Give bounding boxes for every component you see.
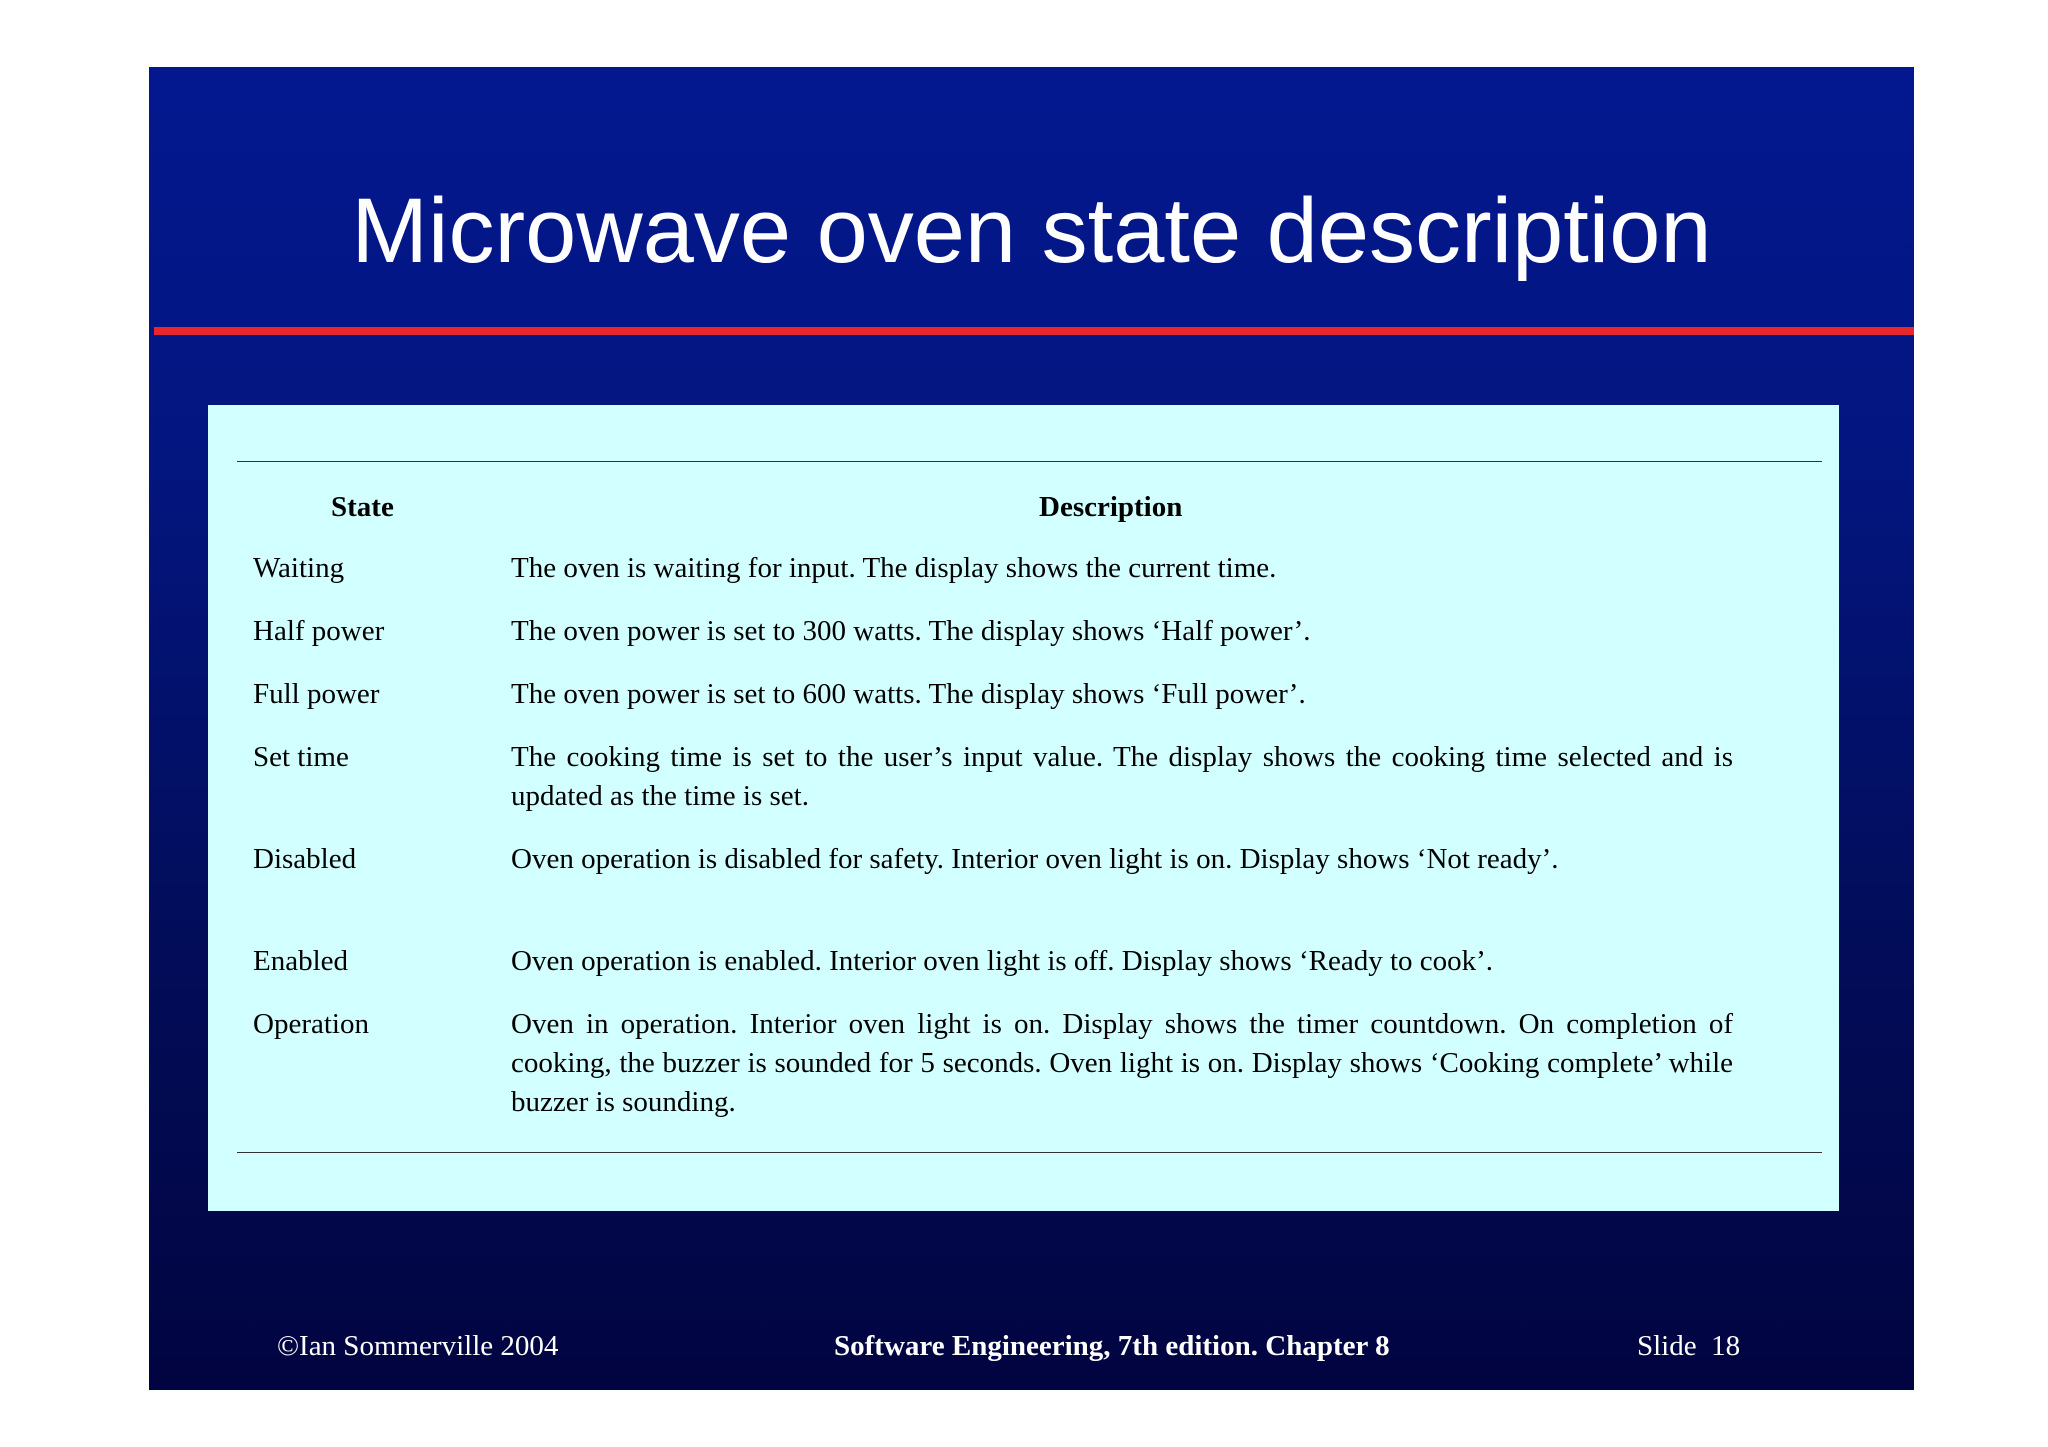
state-cell: Waiting <box>253 552 345 584</box>
slide-title: Microwave oven state description <box>351 180 1712 282</box>
description-cell: The oven power is set to 300 watts. The display shows ‘Half power’. <box>511 615 1311 647</box>
description-cell: Oven operation is disabled for safety. Interior oven light is on. Display shows ‘Not ready’. <box>511 843 1559 875</box>
state-cell: Enabled <box>253 945 349 977</box>
state-cell: Operation <box>253 1008 369 1040</box>
footer-book-title: Software Engineering, 7th edition. Chapter 8 <box>834 1330 1390 1362</box>
state-cell: Half power <box>253 615 385 647</box>
description-cell: Oven in operation. Interior oven light is on. Display shows the timer countdown. On completion of cooking, the buzzer is sounded for 5 seconds. Oven light is on. Display shows ‘Cooking complete’ while buzzer is sounding. <box>511 1008 1733 1118</box>
state-cell: Full power <box>253 678 380 710</box>
table-bottom-rule <box>237 1152 1822 1153</box>
description-cell: The oven power is set to 600 watts. The display shows ‘Full power’. <box>511 678 1306 710</box>
title-underline <box>154 327 1914 335</box>
footer-slide-number: Slide 18 <box>1637 1330 1741 1362</box>
description-cell: The cooking time is set to the user’s input value. The display shows the cooking time selected and is updated as the time is set. <box>511 741 1733 812</box>
column-header-description: Description <box>1039 491 1183 523</box>
slide <box>149 67 1914 1390</box>
footer-copyright: ©Ian Sommerville 2004 <box>277 1330 559 1362</box>
table-top-rule <box>237 461 1822 462</box>
state-table <box>208 405 1839 1211</box>
description-cell: The oven is waiting for input. The display shows the current time. <box>511 552 1277 584</box>
state-cell: Disabled <box>253 843 357 875</box>
state-cell: Set time <box>253 741 349 773</box>
description-cell: Oven operation is enabled. Interior oven light is off. Display shows ‘Ready to cook’. <box>511 945 1494 977</box>
column-header-state: State <box>331 491 394 523</box>
